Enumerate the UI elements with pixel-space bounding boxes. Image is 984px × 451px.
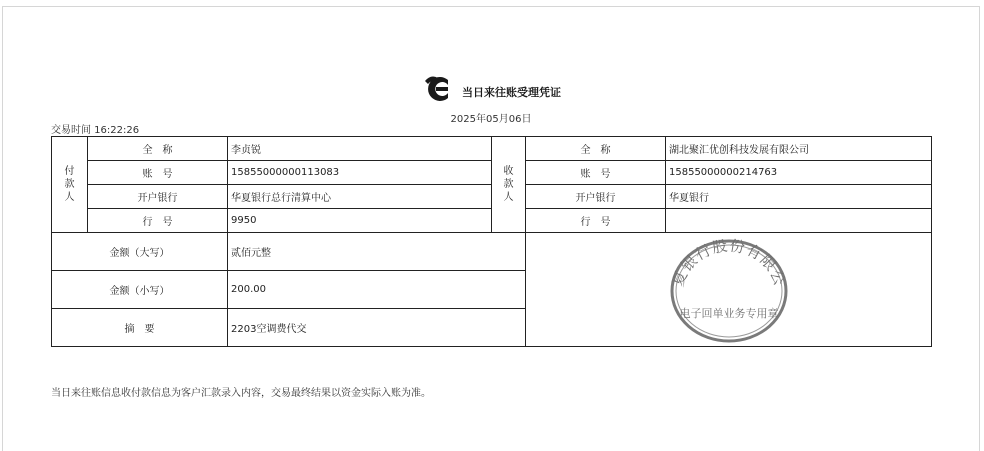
payee-bank-label: 开户银行	[526, 185, 666, 209]
payer-name-label: 全 称	[88, 137, 228, 161]
table-row	[52, 137, 932, 161]
amount-lower-value: 200.00	[228, 271, 526, 309]
payer-side-label: 付 款 人	[52, 137, 88, 233]
payee-name-label: 全 称	[526, 137, 666, 161]
payee-bank-code-label: 行 号	[526, 209, 666, 233]
payer-bank-code-value: 9950	[228, 209, 492, 233]
seal-outer-text: 夏银行股份有限公	[668, 236, 789, 289]
payer-account-value: 15855000000113083	[228, 161, 492, 185]
svg-text:华夏银行股份有限公司	[664, 233, 789, 289]
stamp-cell	[526, 233, 932, 347]
payer-name-value: 李贞锐	[228, 137, 492, 161]
payer-bank-label: 开户银行	[88, 185, 228, 209]
amount-lower-label: 金额（小写）	[52, 271, 228, 309]
title-row	[3, 71, 979, 105]
document-title: 当日来往账受理凭证	[462, 86, 561, 99]
footnote: 当日来往账信息收付款信息为客户汇款录入内容，交易最终结果以资金实际入账为准。	[51, 388, 431, 399]
receipt-table	[51, 136, 932, 347]
payee-account-value: 15855000000214763	[666, 161, 932, 185]
payer-bank-value: 华夏银行总行清算中心	[228, 185, 492, 209]
bank-seal-icon	[664, 233, 794, 343]
memo-label: 摘 要	[52, 309, 228, 347]
payee-bank-value: 华夏银行	[666, 185, 932, 209]
payer-bank-code-label: 行 号	[88, 209, 228, 233]
payee-side-label: 收 款 人	[492, 137, 526, 233]
seal-inner-text: 电子回单业务专用章	[679, 307, 778, 320]
bank-logo-icon	[421, 71, 459, 105]
memo-value: 2203空调费代交	[228, 309, 526, 347]
payee-account-label: 账 号	[526, 161, 666, 185]
amount-upper-label: 金额（大写）	[52, 233, 228, 271]
payee-bank-code-value	[666, 209, 932, 233]
payee-name-value: 湖北聚汇优创科技发展有限公司	[666, 137, 932, 161]
payer-account-label: 账 号	[88, 161, 228, 185]
amount-upper-value: 贰佰元整	[228, 233, 526, 271]
transaction-time: 交易时间 16:22:26	[51, 125, 140, 136]
document-date: 2025年05月06日	[450, 114, 532, 125]
table-row	[52, 233, 932, 271]
